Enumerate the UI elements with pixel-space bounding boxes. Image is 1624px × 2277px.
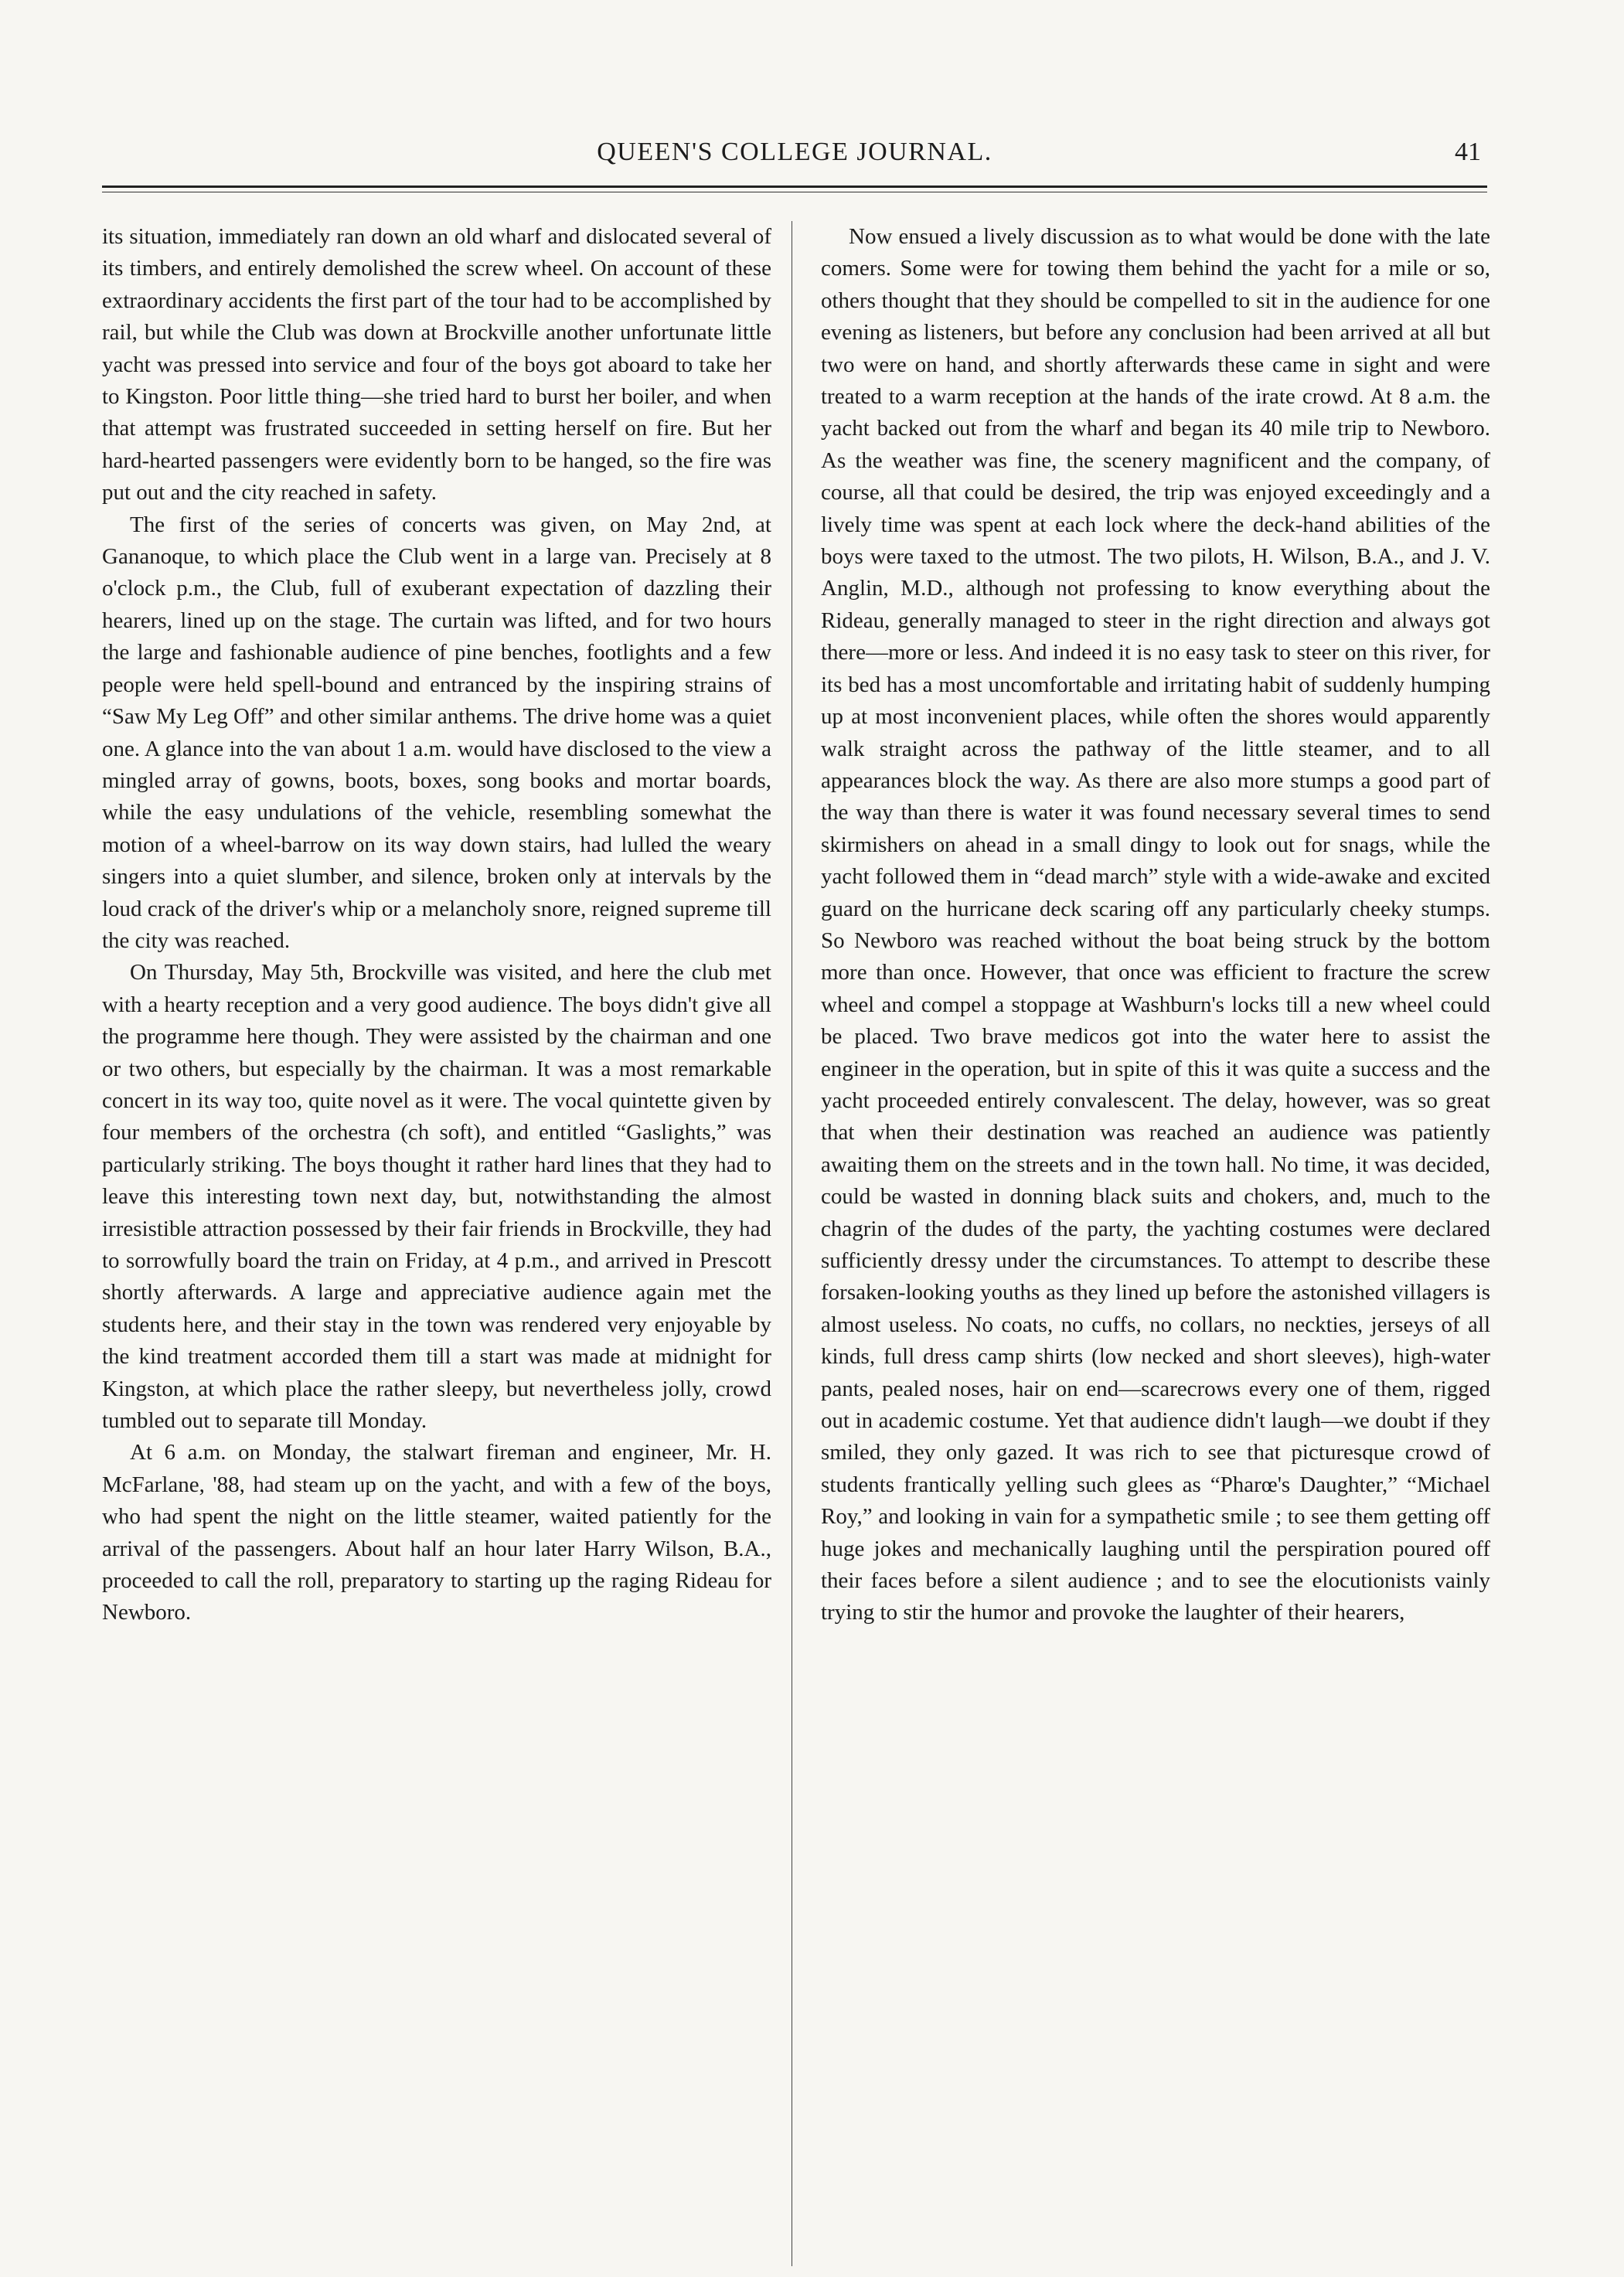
right-column: [821, 221, 1490, 1629]
paragraph: The first of the series of concerts was given, on May 2nd, at Gananoque, to which place the Club went in a large van. Precisely at 8 o'clock p.m., the Club, full of exuberant expectation of dazzling their hearers, lined up on the stage. The curtain was lifted, and for two hours the large and fashionable audience of pine benches, footlights and a few people were held spell-bound and entranced by the inspiring strains of “Saw My Leg Off” and other similar anthems. The drive home was a quiet one. A glance into the van about 1 a.m. would have disclosed to the view a mingled array of gowns, boots, boxes, song books and mortar boards, while the easy undulations of the vehicle, resembling somewhat the motion of a wheel-barrow on its way down stairs, had lulled the weary singers into a quiet slumber, and silence, broken only at intervals by the loud crack of the driver's whip or a melancholy snore, reigned supreme till the city was reached.: [102, 512, 771, 953]
paragraph: Now ensued a lively discussion as to what would be done with the late comers. Some were for towing them behind the yacht for a mile or so, others thought that they should be compelled to sit in the audience for one evening as listeners, but before any conclusion had been arrived at all but two were on hand, and shortly afterwards these came in sight and were treated to a warm reception at the hands of the irate crowd. At 8 a.m. the yacht backed out from the wharf and began its 40 mile trip to Newboro. As the weather was fine, the scenery magnificent and the company, of course, all that could be desired, the trip was enjoyed exceedingly and a lively time was spent at each lock where the deck-hand abilities of the boys were taxed to the utmost. The two pilots, H. Wilson, B.A., and J. V. Anglin, M.D., although not professing to know everything about the Rideau, generally managed to steer in the right direction and always got there—more or less. And indeed it is no easy task to steer on this river, for its bed has a most uncomfortable and irritating habit of suddenly humping up at most inconvenient places, while often the shores would apparently walk straight across the pathway of the little steamer, and to all appearances block the way. As there are also more stumps a good part of the way than there is water it was found necessary several times to send skirmishers on ahead in a small dingy to look out for snags, while the yacht followed them in “dead march” style with a wide-awake and excited guard on the hurricane deck scaring off any particularly cheeky stumps. So Newboro was reached without the boat being struck by the bottom more than once. However, that once was efficient to fracture the screw wheel and compel a stoppage at Washburn's locks till a new wheel could be placed. Two brave medicos got into the water here to assist the engineer in the operation, but in spite of this it was quite a success and the yacht proceeded entirely convalescent. The delay, however, was so great that when their destination was reached an audience was patiently awaiting them on the streets and in the town hall. No time, it was decided, could be wasted in donning black suits and chokers, and, much to the chagrin of the dudes of the party, the yachting costumes were declared sufficiently dressy under the circumstances. To attempt to describe these forsaken-looking youths as they lined up before the astonished villagers is almost useless. No coats, no cuffs, no collars, no neckties, jerseys of all kinds, full dress camp shirts (low necked and short sleeves), high-water pants, pealed noses, hair on end—scarecrows every one of them, rigged out in academic costume. Yet that audience didn't laugh—we doubt if they smiled, they only gazed. It was rich to see that picturesque crowd of students frantically yelling such glees as “Pharœ's Daughter,” “Michael Roy,” and looking in vain for a sympathetic smile ; to see them getting off huge jokes and mechanically laughing until the perspiration poured off their faces before a silent audience ; and to see the elocutionists vainly trying to stir the humor and provoke the laughter of their hearers,: [821, 224, 1490, 1625]
left-column: [102, 221, 771, 1629]
paragraph: On Thursday, May 5th, Brockville was visited, and here the club met with a hearty reception and a very good audience. The boys didn't give all the programme here though. They were assisted by the chairman and one or two others, but especially by the chairman. It was a most remarkable concert in its way too, quite novel as it were. The vocal quintette given by four members of the orchestra (ch soft), and entitled “Gaslights,” was particularly striking. The boys thought it rather hard lines that they had to leave this interesting town next day, but, notwithstanding the almost irresistible attraction possessed by their fair friends in Brockville, they had to sorrowfully board the train on Friday, at 4 p.m., and arrived in Prescott shortly afterwards. A large and appreciative audience again met the students here, and their stay in the town was rendered very enjoyable by the kind treatment accorded them till a start was made at midnight for Kingston, at which place the rather sleepy, but nevertheless jolly, crowd tumbled out to separate till Monday.: [102, 960, 771, 1434]
paragraph: At 6 a.m. on Monday, the stalwart fireman and engineer, Mr. H. McFarlane, '88, had steam up on the yacht, and with a few of the boys, who had spent the night on the little steamer, waited patiently for the arrival of the passengers. About half an hour later Harry Wilson, B.A., proceeded to call the roll, preparatory to starting up the raging Rideau for Newboro.: [102, 1440, 771, 1625]
page-number: 41: [1455, 138, 1481, 166]
journal-title: QUEEN'S COLLEGE JOURNAL.: [597, 138, 992, 166]
header-rule-thick: [102, 185, 1487, 188]
paragraph: its situation, immediately ran down an old wharf and dislocated several of its timbers, and entirely demolished the screw wheel. On account of these extraordinary accidents the first part of the tour had to be accomplished by rail, but while the Club was down at Brockville another unfortunate little yacht was pressed into service and four of the boys got aboard to take her to Kingston. Poor little thing—she tried hard to burst her boiler, and when that attempt was frustrated succeeded in setting herself on fire. But her hard-hearted passengers were evidently born to be hanged, so the fire was put out and the city reached in safety.: [102, 224, 771, 505]
page-header: [102, 138, 1487, 181]
